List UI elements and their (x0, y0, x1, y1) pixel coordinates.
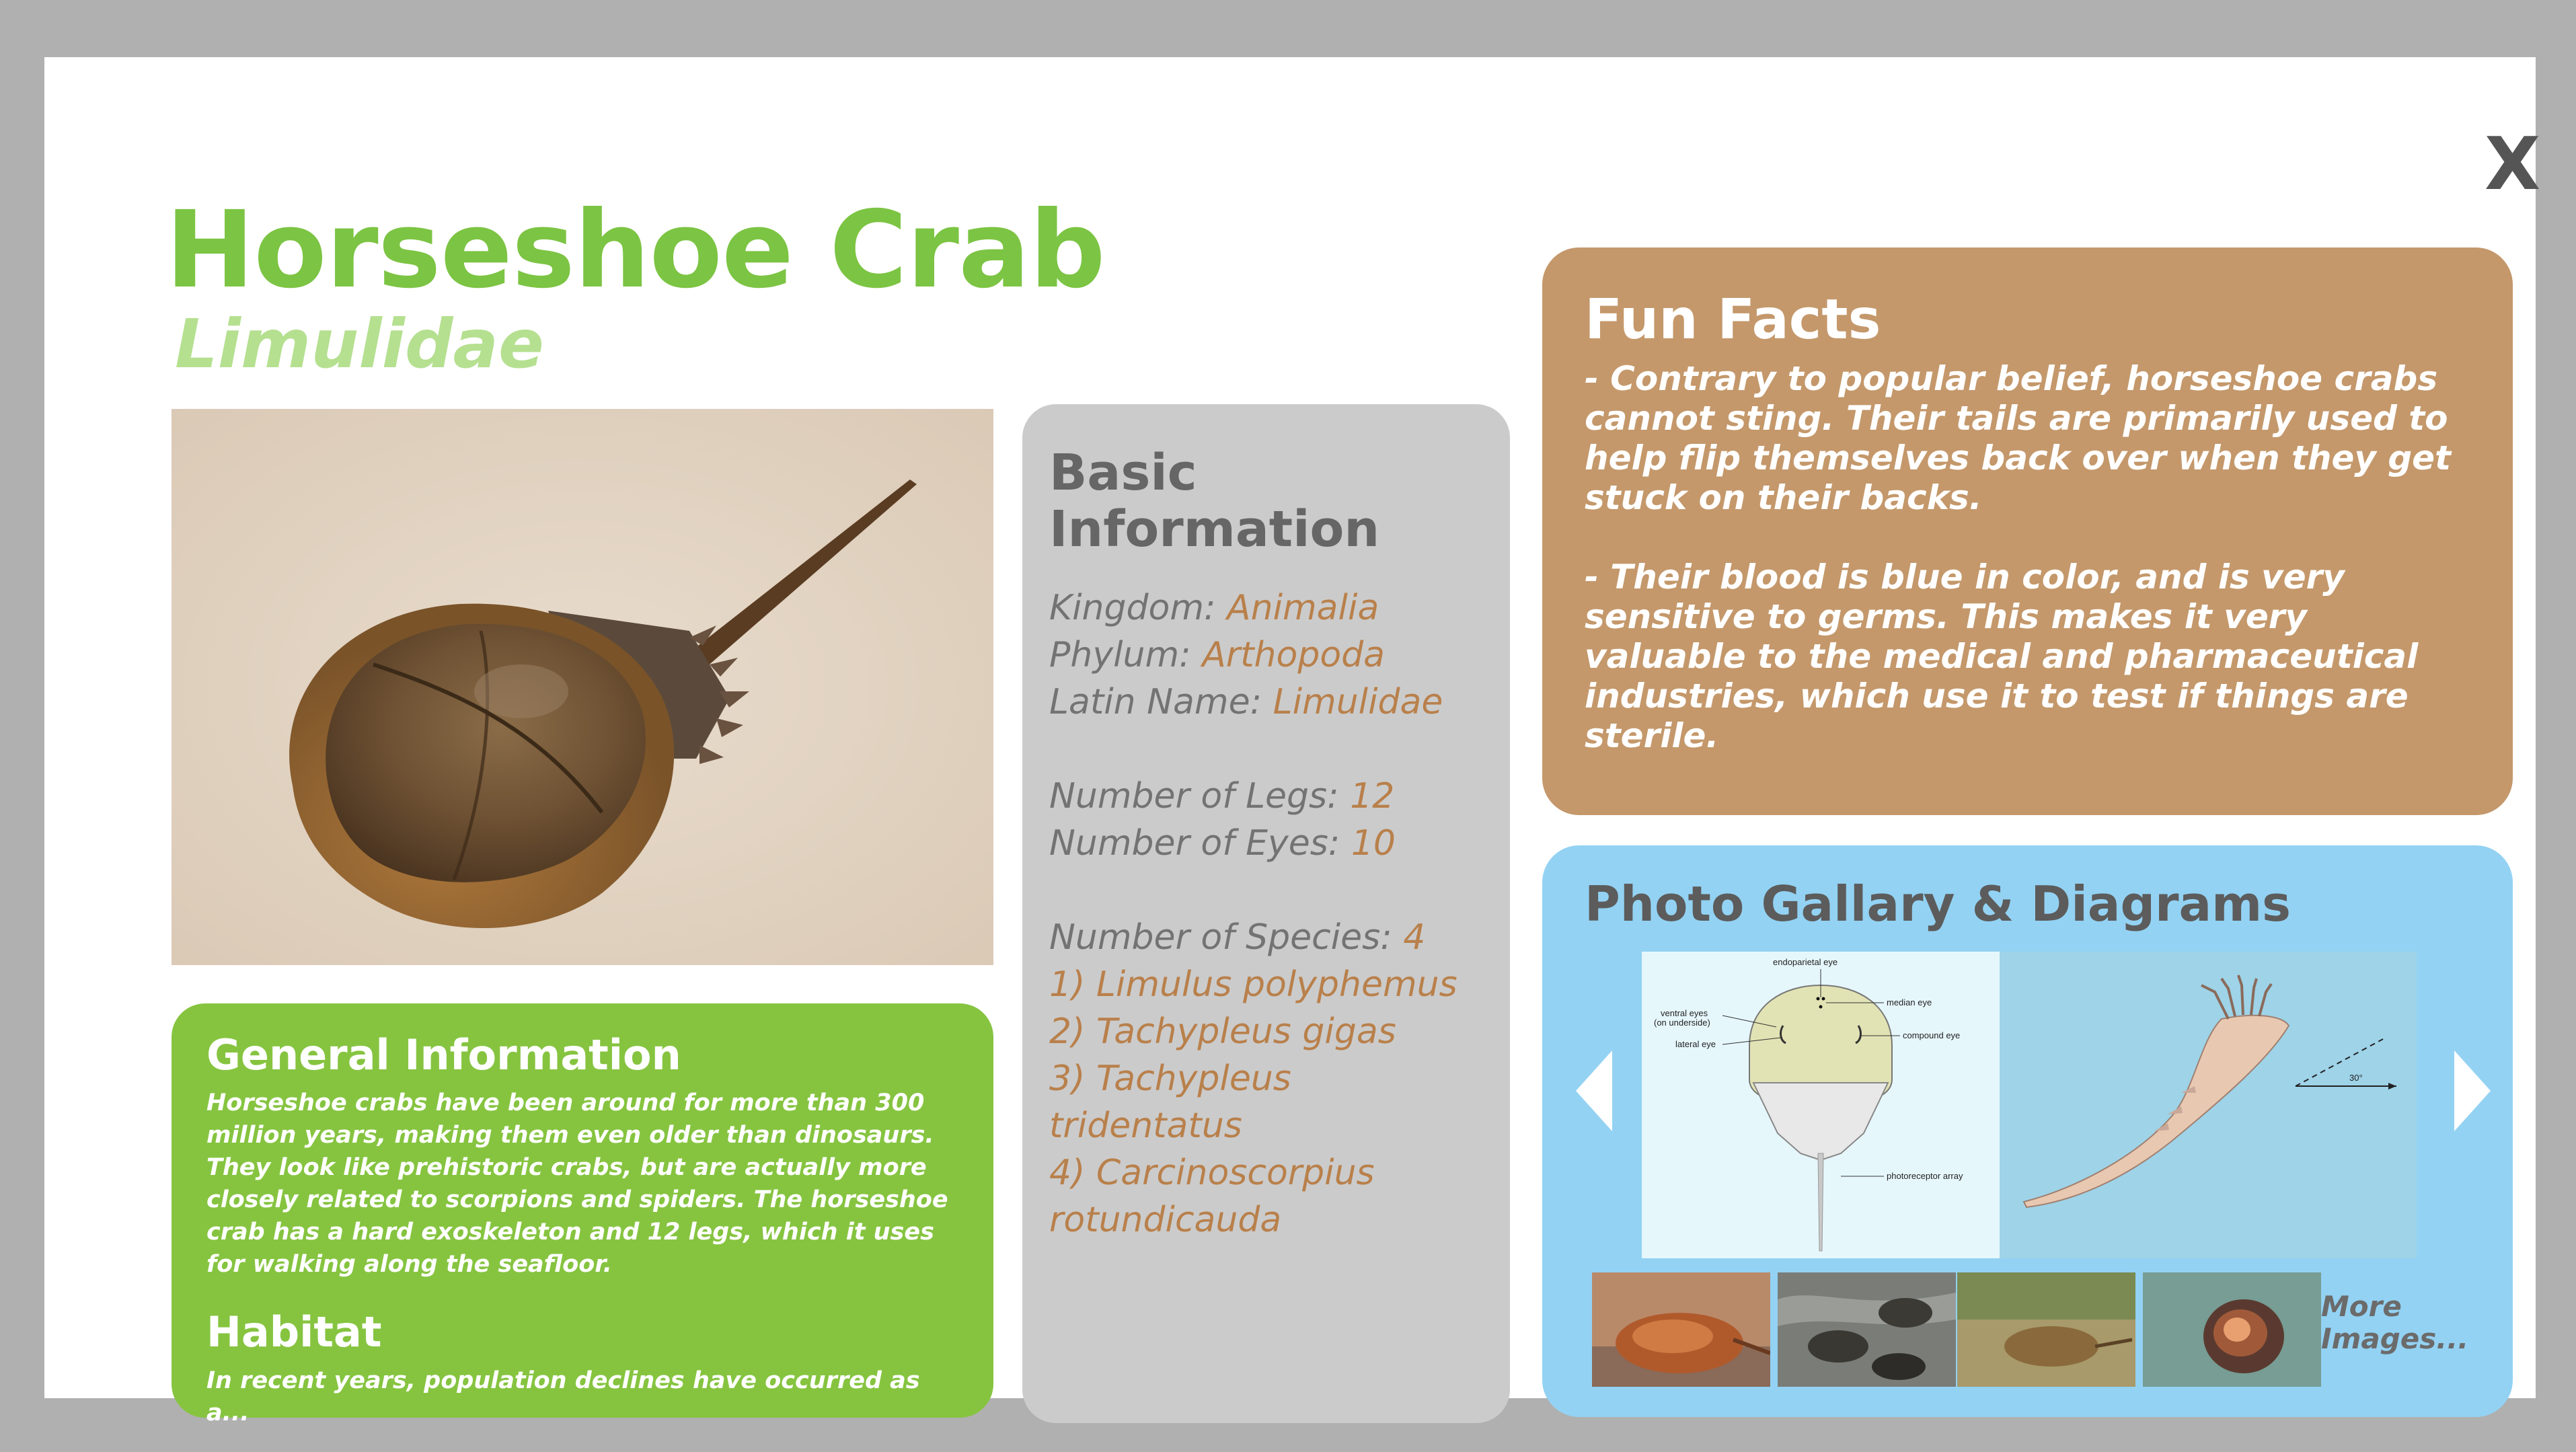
basic-info-panel (1022, 404, 1510, 1423)
gallery-thumbnail[interactable] (2143, 1272, 2321, 1387)
page-title: Horseshoe Crab (165, 188, 1105, 312)
side-view-diagram[interactable] (2000, 952, 2417, 1258)
latin-name-value: Limulidae (1273, 682, 1443, 722)
gallery-title: Photo Gallary & Diagrams (1585, 876, 2291, 932)
species-item: 4) Carcinoscorpius rotundicauda (1049, 1153, 1375, 1240)
close-button[interactable] (2485, 122, 2541, 206)
species-count-value: 4 (1403, 917, 1426, 958)
fun-fact-item: - Contrary to popular belief, horseshoe crabs cannot sting. Their tails are primarily used to help flip themselves back over when they get stuck on their backs. (1585, 359, 2451, 517)
gallery-next-button[interactable] (2449, 1047, 2496, 1135)
species-count-row (1049, 914, 1483, 961)
latin-name-label: Latin Name: (1049, 682, 1262, 722)
legs-label: Number of Legs: (1049, 776, 1339, 816)
kingdom-label: Kingdom: (1049, 588, 1216, 628)
fun-facts-title: Fun Facts (1585, 288, 1881, 352)
eyes-label: Number of Eyes: (1049, 823, 1340, 864)
species-item: 2) Tachypleus gigas (1049, 1011, 1396, 1052)
latin-name-row (1049, 679, 1483, 726)
gallery-thumbnail[interactable] (1592, 1272, 1770, 1387)
fun-fact-item: - Their blood is blue in color, and is very sensitive to germs. This makes it very valuable to the medical and pharmaceutical industries, which use it to test if things are sterile. (1585, 558, 2419, 755)
legs-row (1049, 773, 1483, 820)
general-info-text: Horseshoe crabs have been around for more than 300 million years, making them even older than dinosaurs. They look like prehistoric crabs, but are actually more closely related to scorpions and spiders. The horseshoe crab has a hard exoskeleton and 12 legs, which it uses for walking along the seafloor. (206, 1090, 948, 1278)
eyes-value: 10 (1351, 823, 1396, 864)
general-info-panel (172, 1003, 993, 1426)
diagram-label: ventral eyes (1661, 1008, 1708, 1018)
phylum-label: Phylum: (1049, 635, 1191, 675)
diagram-label: 30° (2349, 1073, 2363, 1083)
diagram-label: (on underside) (1654, 1018, 1710, 1028)
kingdom-value: Animalia (1227, 588, 1379, 628)
main-photo (172, 409, 993, 965)
habitat-heading: Habitat (206, 1307, 382, 1357)
basic-info-title: Basic Information (1049, 444, 1380, 558)
eyes-row (1049, 820, 1483, 867)
legs-value: 12 (1350, 776, 1395, 816)
phylum-row (1049, 632, 1483, 679)
species-item: 1) Limulus polyphemus (1049, 964, 1457, 1005)
phylum-value: Arthopoda (1202, 635, 1386, 675)
fun-facts-panel (1542, 247, 2513, 815)
photo-gallery-panel (1542, 845, 2513, 1417)
chevron-right-icon[interactable] (2449, 1047, 2496, 1135)
diagram-label: lateral eye (1675, 1039, 1716, 1049)
habitat-text: In recent years, population declines have occurred as a... (206, 1367, 920, 1426)
kingdom-row (1049, 584, 1483, 632)
gallery-thumbnail[interactable] (1778, 1272, 1956, 1387)
eye-diagram[interactable] (1642, 952, 2000, 1258)
more-images-link[interactable]: More Images... (2321, 1290, 2469, 1355)
gallery-prev-button[interactable] (1570, 1047, 1618, 1135)
close-icon[interactable]: X (2485, 122, 2541, 206)
gallery-thumbnail[interactable] (1957, 1272, 2135, 1387)
general-info-heading: General Information (206, 1030, 681, 1079)
species-item: 3) Tachypleus tridentatus (1049, 1059, 1291, 1146)
diagram-label: endoparietal eye (1773, 957, 1838, 967)
diagram-label: median eye (1887, 997, 1932, 1007)
species-count-label: Number of Species: (1049, 917, 1392, 958)
chevron-left-icon[interactable] (1570, 1047, 1618, 1135)
diagram-label: photoreceptor array (1887, 1171, 1963, 1181)
diagram-label: compound eye (1903, 1030, 1961, 1040)
modal-card (44, 57, 2541, 1426)
page-subtitle: Limulidae (175, 305, 544, 383)
